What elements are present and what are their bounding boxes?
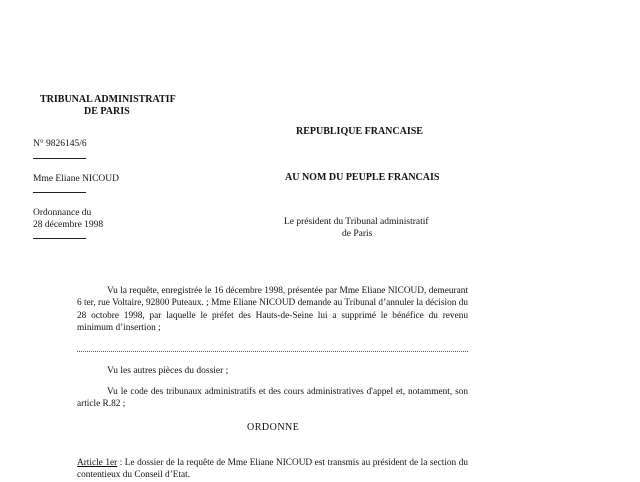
article-1-text: : Le dossier de la requête de Mme Eliane NICOUD est transmis au président de la section du contentieux du Conseil d’Etat. — [77, 458, 469, 481]
court-name-line2: DE PARIS — [84, 106, 130, 117]
republic-heading: REPUBLIQUE FRANCAISE — [296, 126, 423, 137]
case-number: N° 9826145/6 — [33, 139, 87, 149]
ordonne-heading: ORDONNE — [247, 422, 300, 433]
separator-rule — [33, 238, 86, 239]
president-title-line1: Le président du Tribunal administratif — [284, 217, 429, 227]
separator-rule — [33, 192, 86, 193]
code-paragraph: Vu le code des tribunaux administratifs et des cours administratives d'appel et, notamment, son article R.82 ; — [77, 387, 468, 410]
dotted-separator — [77, 351, 468, 352]
other-documents: Vu les autres pièces du dossier ; — [107, 366, 229, 376]
people-heading: AU NOM DU PEUPLE FRANCAIS — [285, 172, 440, 183]
article-1-label: Article 1er — [77, 458, 118, 468]
party-name: Mme Eliane NICOUD — [33, 174, 120, 184]
ordinance-label: Ordonnance du — [33, 208, 92, 218]
president-title-line2: de Paris — [342, 229, 373, 239]
request-paragraph: Vu la requête, enregistrée le 16 décembre 1998, présentée par Mme Eliane NICOUD, demeurant 6 ter, rue Voltaire, 92800 Puteaux. ; Mme Eliane NICOUD demande au Tribunal d’annuler la décision du 28 octobre 1998, par laquelle le préfet des Hauts-de-Seine lui a supprimé le bénéfice du revenu minimum d’insertion ; — [77, 286, 468, 333]
court-name-line1: TRIBUNAL ADMINISTRATIF — [40, 94, 176, 105]
article-1 — [77, 457, 468, 482]
ordinance-date: 28 décembre 1998 — [33, 220, 104, 230]
separator-rule — [33, 158, 86, 159]
